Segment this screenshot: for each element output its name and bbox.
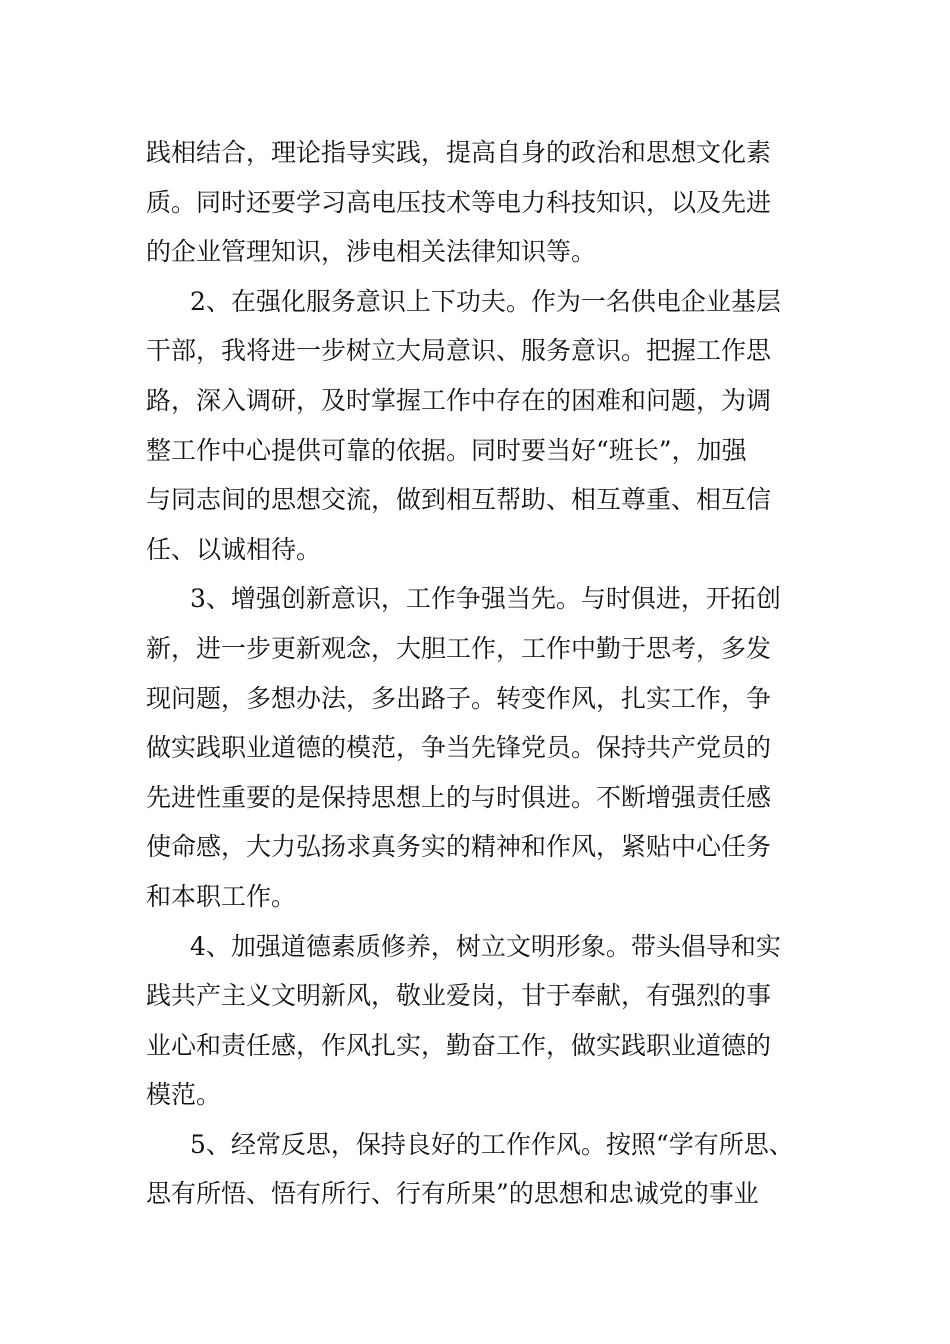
paragraph-line: 先进性重要的是保持思想上的与时俱进。不断增强责任感 bbox=[146, 782, 772, 812]
paragraph-line: 路，深入调研，及时掌握工作中存在的困难和问题，为调 bbox=[146, 385, 772, 415]
paragraph-first-line: 4、加强道德素质修养，树立文明形象。带头倡导和实 bbox=[190, 931, 781, 961]
paragraph-line: 践相结合，理论指导实践，提高自身的政治和思想文化素 bbox=[146, 138, 772, 167]
paragraph-line: 整工作中心提供可靠的依据。同时要当好“班长”，加强 bbox=[146, 435, 747, 465]
paragraph-first-line: 5、经常反思，保持良好的工作作风。按照“学有所思、 bbox=[190, 1129, 794, 1159]
paragraph-line: 思有所悟、悟有所行、行有所果”的思想和忠诚党的事业 bbox=[146, 1179, 759, 1209]
paragraph-line: 和本职工作。 bbox=[146, 881, 297, 911]
paragraph-line: 新，进一步更新观念，大胆工作，工作中勤于思考，多发 bbox=[146, 633, 772, 663]
paragraph-line: 任、以诚相待。 bbox=[146, 534, 322, 564]
paragraph-first-line: 2、在强化服务意识上下功夫。作为一名供电企业基层 bbox=[190, 286, 781, 316]
paragraph-line: 现问题，多想办法，多出路子。转变作风，扎实工作，争 bbox=[146, 683, 772, 713]
paragraph-line: 干部，我将进一步树立大局意识、服务意识。把握工作思 bbox=[146, 336, 772, 366]
paragraph-line: 与同志间的思想交流，做到相互帮助、相互尊重、相互信 bbox=[146, 485, 772, 515]
paragraph-first-line: 3、增强创新意识，工作争强当先。与时俱进，开拓创 bbox=[190, 584, 781, 614]
paragraph-line: 的企业管理知识，涉电相关法律知识等。 bbox=[146, 237, 597, 267]
paragraph-line: 模范。 bbox=[146, 1080, 222, 1110]
document-body bbox=[146, 128, 836, 1219]
paragraph-line: 业心和责任感，作风扎实，勤奋工作，做实践职业道德的 bbox=[146, 1030, 772, 1060]
paragraph-line: 做实践职业道德的模范，争当先锋党员。保持共产党员的 bbox=[146, 733, 772, 763]
paragraph-line: 质。同时还要学习高电压技术等电力科技知识，以及先进 bbox=[146, 187, 772, 217]
paragraph-line: 践共产主义文明新风，敬业爱岗，甘于奉献，有强烈的事 bbox=[146, 981, 772, 1011]
paragraph-line: 使命感，大力弘扬求真务实的精神和作风，紧贴中心任务 bbox=[146, 832, 772, 862]
